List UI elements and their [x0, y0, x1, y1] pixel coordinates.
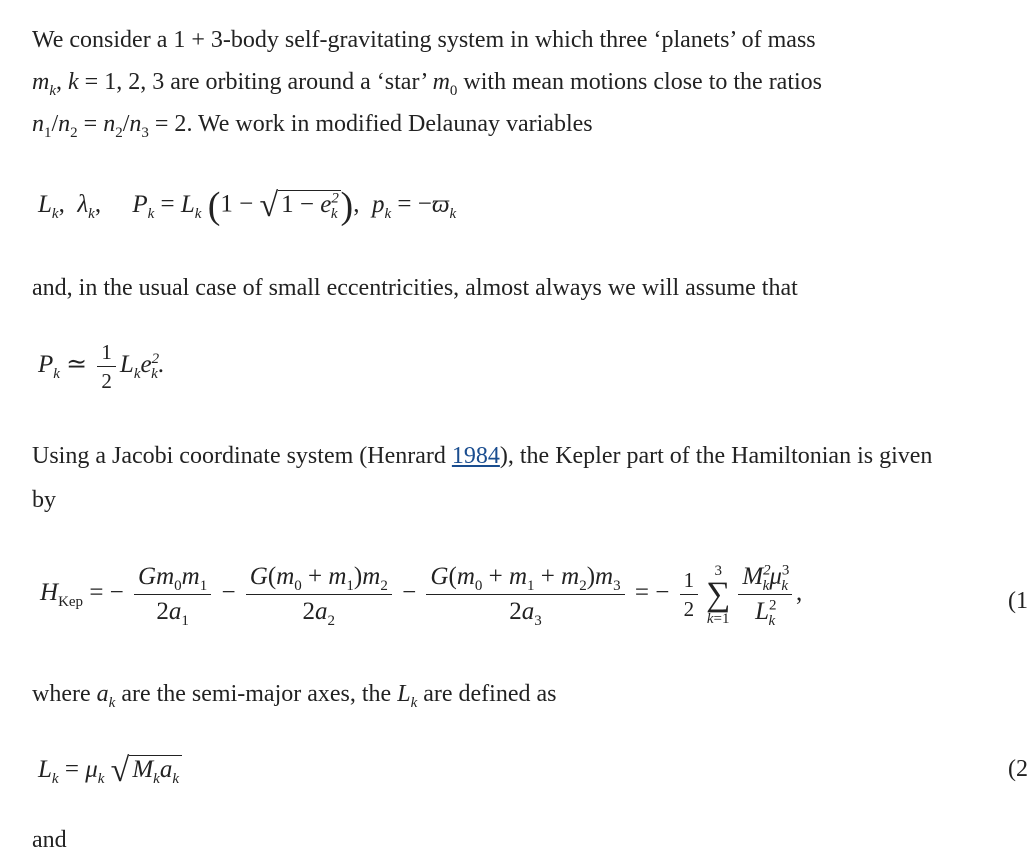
text: are orbiting around a ‘star’ [164, 69, 433, 95]
text: Using a Jacobi coordinate system (Henrard [32, 443, 452, 469]
paragraph-line [32, 24, 816, 56]
text: ), the Kepler part of the Hamiltonian is given [499, 443, 933, 469]
inline-math: , k = 1, 2, 3 [56, 69, 165, 95]
paragraph-line [32, 440, 932, 472]
display-equation: $L_k = \mu_k$ √ $M_ka_k$ [38, 752, 182, 790]
inline-math: $m_k$ [32, 69, 57, 99]
text: 1 + 3 [173, 27, 223, 53]
text: -body self-gravitating system in which three ‘planets’ of mass [222, 27, 816, 53]
equation-number: (1 [1008, 588, 1028, 614]
paragraph-line [32, 272, 798, 304]
inline-math: $a_k$ [96, 681, 116, 711]
display-equation: $L_k$, $\lambda_k$, $P_k = L_k$ (1 − √ $1 - e^2_k$), $p_k = -ϖ_k$ [38, 185, 457, 227]
paragraph-line [32, 484, 56, 516]
text: and, in the usual case of small eccentricities, almost always we will assume that [32, 275, 798, 301]
display-equation: $H_{Kep}$ = − $\frac{Gm_0m_1}{2a_1}$ − $\frac{G(m_0 + m_1)m_2}{2a_2}$ − $\frac{G(m_0 + m_1 + m_2)m_3}{2a_3}$ = − $\frac{1}{2}$ 3 ∑ k=1 $\frac{M^2_k\mu^3_k}{L^2_k}$ , [40, 562, 803, 629]
paragraph-line [32, 108, 593, 140]
display-equation: $P_k$ ≃ $\frac{1}{2}$ $L_ke^2_k$. [38, 340, 165, 393]
text: are defined as [417, 681, 557, 707]
paragraph-line [32, 678, 557, 710]
text: We consider a [32, 27, 174, 53]
paragraph-line [32, 824, 67, 856]
paragraph-line [32, 66, 822, 98]
text: by [32, 487, 56, 513]
text: where [32, 681, 97, 707]
citation-link[interactable]: 1984 [451, 443, 500, 469]
inline-math: $n_1/n_2 = n_2/n_3 = 2$ [32, 111, 187, 141]
text: with mean motions close to the ratios [457, 69, 823, 95]
equation-number: (2 [1008, 756, 1028, 782]
text: and [32, 827, 67, 853]
inline-math: $L_k$ [397, 681, 418, 711]
inline-math: $m_0$ [432, 69, 458, 99]
text: . We work in modified Delaunay variables [186, 111, 593, 137]
text: are the semi-major axes, the [115, 681, 398, 707]
